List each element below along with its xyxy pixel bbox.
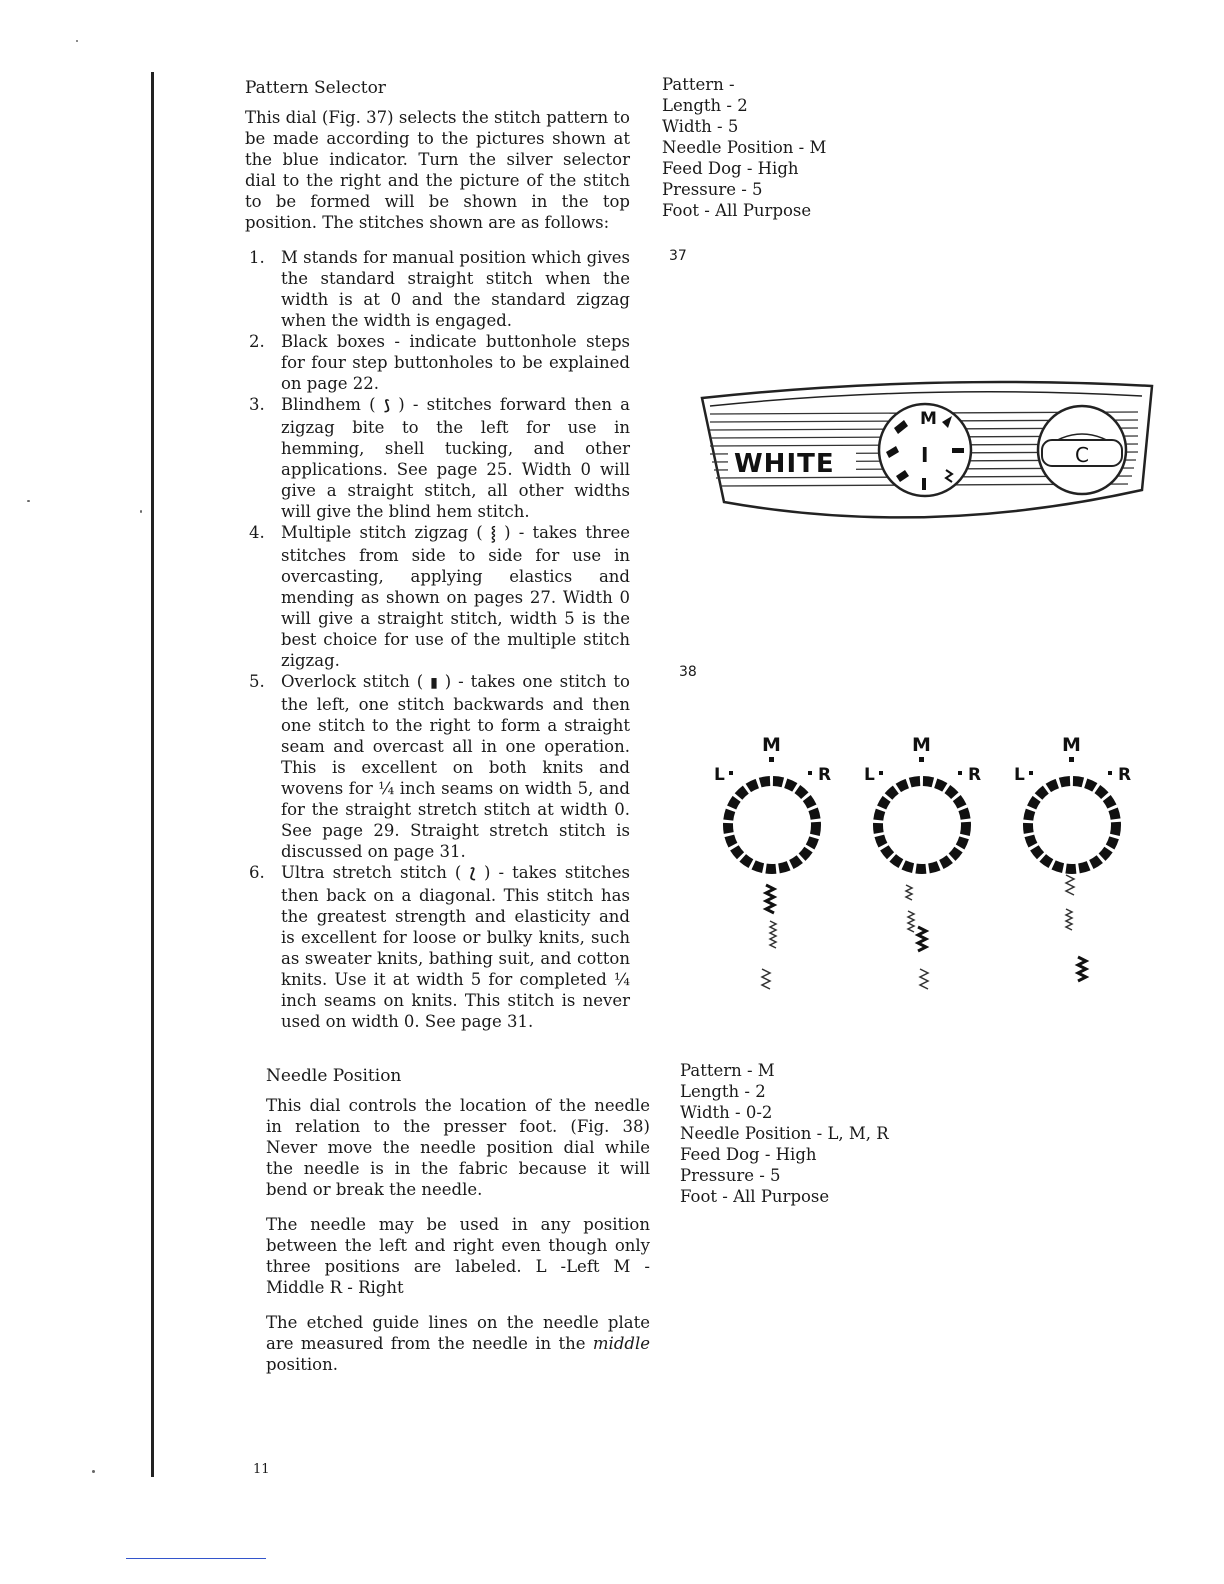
setting-needle-position: Needle Position - L, M, R — [680, 1124, 889, 1143]
pattern-selector-intro: This dial (Fig. 37) selects the stitch pattern to be made according to the pictures shown at the blue indicator. Turn the silver selector dial to the right and the picture of the stitch to be formed will be shown in the top position. The stitches shown are as follows: — [245, 108, 630, 232]
scan-speck — [27, 500, 30, 502]
dial-center-mark: I — [921, 443, 929, 467]
binding-line — [151, 72, 154, 1477]
needle-dial-middle — [864, 734, 981, 989]
needle-position-para-1: This dial controls the location of the needle in relation to the presser foot. (Fig. 38) Never move the needle position dial while the needle is in the fabric because it will bend or break the needle. — [266, 1096, 650, 1199]
zigzag-stitch-icon — [918, 927, 926, 951]
setting-pressure: Pressure - 5 — [662, 180, 763, 199]
needle-dial-ring — [728, 781, 816, 869]
figure-37-label: 37 — [669, 248, 687, 264]
dial-label-left: L — [1014, 765, 1025, 785]
dial-label-right: R — [968, 765, 982, 785]
scan-speck — [92, 1470, 95, 1473]
pattern-selector-section — [245, 78, 630, 1052]
emphasis-middle: middle — [592, 1334, 650, 1353]
ultra-stretch-icon: ⟅ — [469, 866, 476, 882]
setting-length: Length - 2 — [680, 1082, 766, 1101]
setting-feed-dog: Feed Dog - High — [662, 159, 799, 178]
pattern-selector-heading: Pattern Selector — [245, 78, 386, 98]
dial-label-left: L — [864, 765, 875, 785]
needle-dial-ring — [1028, 781, 1116, 869]
dial-label-middle: M — [1062, 734, 1081, 756]
setting-length: Length - 2 — [662, 96, 748, 115]
setting-needle-position: Needle Position - M — [662, 138, 827, 157]
dial-label-middle: M — [912, 734, 931, 756]
dial-m-label: M — [920, 409, 937, 429]
dial-label-right: R — [818, 765, 832, 785]
setting-pattern: Pattern - M — [680, 1061, 775, 1080]
setting-width: Width - 5 — [662, 117, 739, 136]
multiple-zigzag-icon: ⸾ — [490, 526, 496, 542]
dial-label-right: R — [1118, 765, 1132, 785]
needle-position-para-3: The etched guide lines on the needle plate are measured from the needle in the middle position. — [266, 1313, 650, 1374]
needle-position-dials-figure — [700, 725, 1150, 1015]
overlock-stitch-icon: ▮ — [430, 675, 438, 691]
setting-foot: Foot - All Purpose — [680, 1187, 830, 1206]
setting-width: Width - 0-2 — [680, 1103, 773, 1122]
bottom-rule — [126, 1558, 266, 1559]
stitch-item-overlock: 5. Overlock stitch ( ▮ ) - takes one stitch to the left, one stitch backwards and then one stitch to the right to form a straight seam and overcast all in one operation. This is excellent on both knits and wovens for ¼ inch seams on width 5, and for the straight stretch stitch at width 0. See page 29. Straight stretch stitch is discussed on page 31. — [249, 672, 630, 861]
needle-dial-right — [1014, 734, 1131, 981]
zigzag-stitch-icon — [766, 885, 774, 913]
scan-speck — [140, 510, 142, 513]
figure-38-label: 38 — [679, 664, 697, 680]
needle-dial-left — [714, 734, 831, 989]
settings-fig38 — [680, 1060, 889, 1207]
setting-pattern: Pattern - — [662, 75, 735, 94]
setting-foot: Foot - All Purpose — [662, 201, 812, 220]
brand-logo: WHITE — [734, 449, 835, 479]
page-number: 11 — [253, 1462, 270, 1477]
sewing-machine-panel-figure — [690, 378, 1160, 528]
needle-dial-ring — [878, 781, 966, 869]
stitch-item-multiple-zigzag: 4. Multiple stitch zigzag ( ⸾ ) - takes three stitches from side to side for use in overcasting, applying elastics and mending as shown on pages 27. Width 0 will give a straight stitch, width 5 is the best choice for use of the multiple stitch zigzag. — [249, 523, 630, 670]
stitch-item-manual: 1. M stands for manual position which gives the standard straight stitch when the width is at 0 and the standard zigzag when the width is engaged. — [249, 248, 630, 330]
stitch-list — [245, 247, 630, 1032]
setting-feed-dog: Feed Dog - High — [680, 1145, 817, 1164]
settings-fig37 — [662, 74, 826, 221]
stitch-item-blindhem: 3. Blindhem ( ⟆ ) - stitches forward then a zigzag bite to the left for use in hemming, shell tucking, and other applications. See page 25. Width 0 will give a straight stitch, all other widths will give the blind hem stitch. — [249, 395, 631, 521]
zigzag-stitch-icon — [1078, 957, 1086, 981]
blindhem-stitch-icon: ⟆ — [383, 398, 391, 414]
scan-speck — [76, 40, 78, 42]
needle-position-para-2: The needle may be used in any position between the left and right even though only three positions are labeled. L -Left M - Middle R - Right — [266, 1215, 650, 1297]
stitch-item-buttonhole: 2. Black boxes - indicate buttonhole steps for four step buttonholes to be explained on page 22. — [249, 332, 630, 393]
needle-position-section — [266, 1066, 650, 1389]
setting-pressure: Pressure - 5 — [680, 1166, 781, 1185]
dial-label-middle: M — [762, 734, 781, 756]
knob-letter: C — [1075, 443, 1089, 467]
needle-position-heading: Needle Position — [266, 1066, 402, 1086]
stitch-item-ultra-stretch: 6. Ultra stretch stitch ( ⟅ ) - takes stitches then back on a diagonal. This stitch has the greatest strength and elasticity and is excellent for loose or bulky knits, such as sweater knits, bathing suit, and cotton knits. Use it at width 5 for completed ¼ inch seams on knits. This stitch is never used on width 0. See page 31. — [249, 863, 630, 1031]
dial-label-left: L — [714, 765, 725, 785]
